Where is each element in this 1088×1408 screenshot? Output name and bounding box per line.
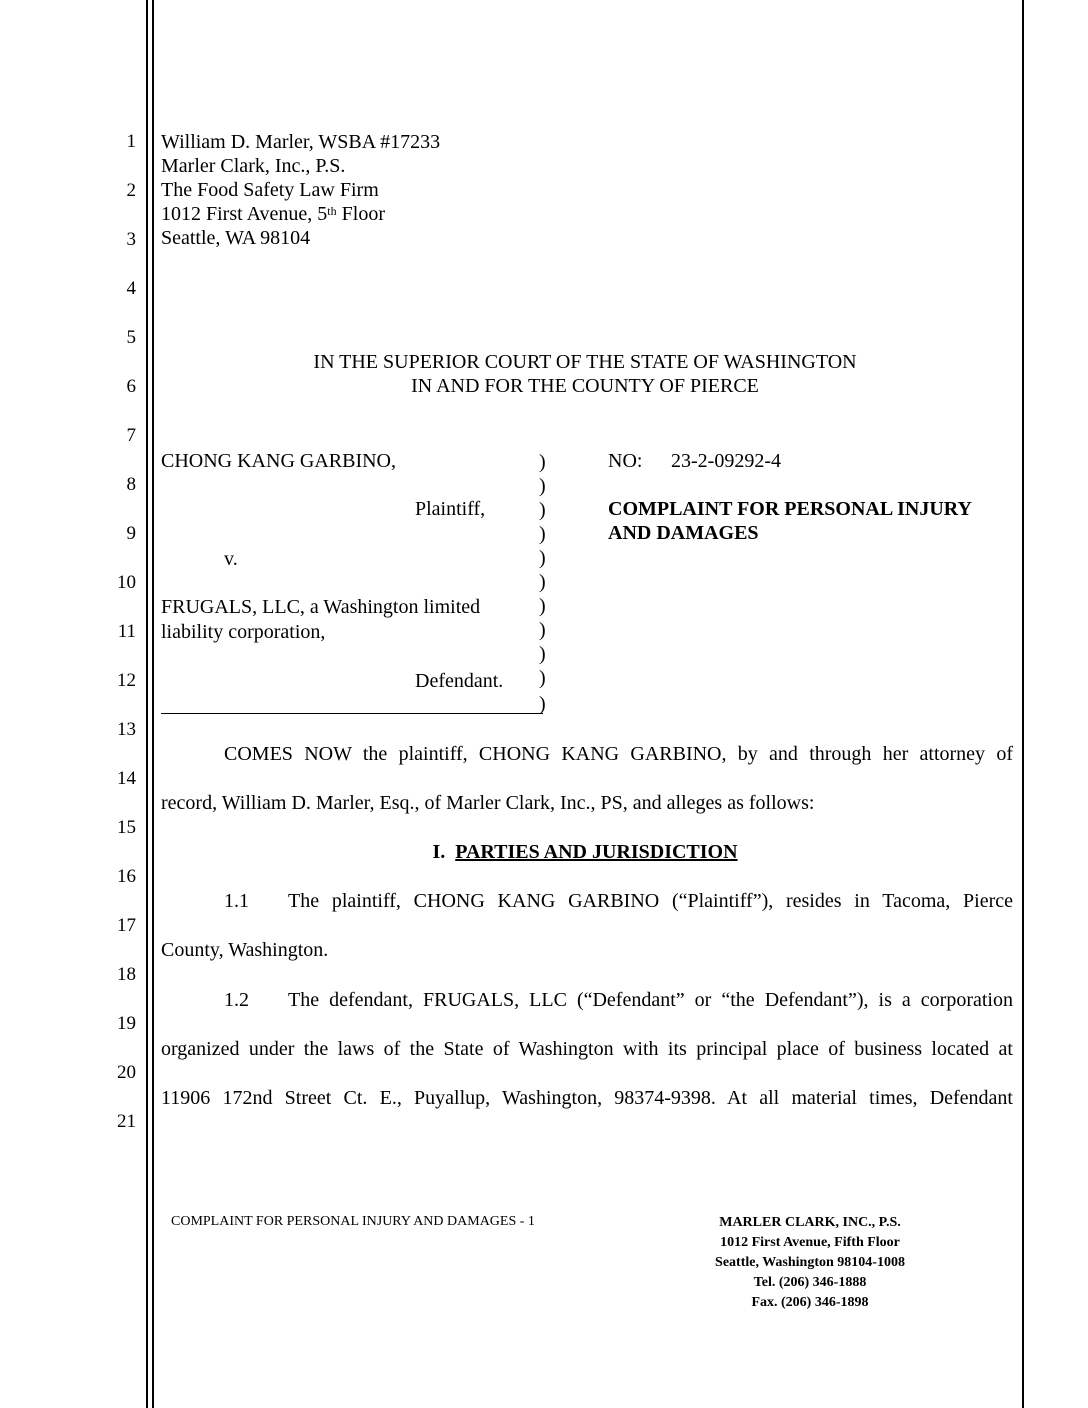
caption-paren: ) xyxy=(539,595,546,617)
line-number: 21 xyxy=(117,1111,136,1132)
caption-paren: ) xyxy=(539,693,546,715)
caption-paren: ) xyxy=(539,475,546,497)
versus: v. xyxy=(224,548,238,570)
defendant-name-line-2: liability corporation, xyxy=(161,621,326,643)
left-margin-rule-1 xyxy=(146,0,148,1408)
address-ordinal-suffix: th xyxy=(327,204,337,218)
paragraph-number: 1.2 xyxy=(224,989,249,1011)
caption-paren: ) xyxy=(539,499,546,521)
line-number: 3 xyxy=(126,229,136,250)
caption-paren: ) xyxy=(539,451,546,473)
line-number: 1 xyxy=(126,131,136,152)
line-number: 10 xyxy=(117,572,136,593)
caption-paren: ) xyxy=(539,571,546,593)
pleading-title-line-1: COMPLAINT FOR PERSONAL INJURY xyxy=(608,498,972,520)
attorney-address xyxy=(161,202,385,226)
case-number-label: NO: xyxy=(608,450,643,472)
intro-paragraph-line-2: record, William D. Marler, Esq., of Marler Clark, Inc., PS, and alleges as follows: xyxy=(161,792,815,814)
footer-firm-city: Seattle, Washington 98104-1008 xyxy=(715,1255,905,1270)
caption-paren: ) xyxy=(539,667,546,689)
right-margin-rule xyxy=(1022,0,1024,1408)
court-line-1: IN THE SUPERIOR COURT OF THE STATE OF WASHINGTON xyxy=(313,351,857,373)
line-number: 5 xyxy=(126,327,136,348)
line-number: 19 xyxy=(117,1013,136,1034)
caption-paren: ) xyxy=(539,523,546,545)
footer-firm-name: MARLER CLARK, INC., P.S. xyxy=(719,1215,901,1230)
line-number: 8 xyxy=(126,474,136,495)
caption-paren: ) xyxy=(539,643,546,665)
line-number: 14 xyxy=(117,768,136,789)
caption-underline xyxy=(161,713,543,714)
plaintiff-role: Plaintiff, xyxy=(415,498,486,520)
footer-document-title: COMPLAINT FOR PERSONAL INJURY AND DAMAGES - 1 xyxy=(171,1214,535,1229)
paragraph-1-1-line-2: County, Washington. xyxy=(161,939,329,961)
line-number: 13 xyxy=(117,719,136,740)
attorney-firm: Marler Clark, Inc., P.S. xyxy=(161,155,346,177)
section-heading xyxy=(160,840,1010,864)
line-number: 15 xyxy=(117,817,136,838)
paragraph-1-2-line-1: The defendant, FRUGALS, LLC (“Defendant” or “the Defendant”), is a corporation xyxy=(288,989,1013,1011)
paragraph-1-2-line-2: organized under the laws of the State of Washington with its principal place of business located at xyxy=(161,1038,1013,1060)
pleading-title-line-2: AND DAMAGES xyxy=(608,522,759,544)
attorney-tagline: The Food Safety Law Firm xyxy=(161,179,379,201)
left-margin-rule-2 xyxy=(152,0,154,1408)
line-number: 9 xyxy=(126,523,136,544)
line-number: 16 xyxy=(117,866,136,887)
line-number: 4 xyxy=(126,278,136,299)
defendant-name-line-1: FRUGALS, LLC, a Washington limited xyxy=(161,596,481,618)
line-number: 20 xyxy=(117,1062,136,1083)
intro-paragraph-line-1: COMES NOW the plaintiff, CHONG KANG GARBINO, by and through her attorney of xyxy=(224,743,1013,765)
line-number: 12 xyxy=(117,670,136,691)
attorney-city: Seattle, WA 98104 xyxy=(161,227,311,249)
caption-paren: ) xyxy=(539,619,546,641)
defendant-role: Defendant. xyxy=(415,670,504,692)
paragraph-number: 1.1 xyxy=(224,890,249,912)
line-number: 18 xyxy=(117,964,136,985)
caption-paren: ) xyxy=(539,547,546,569)
attorney-name: William D. Marler, WSBA #17233 xyxy=(161,131,441,153)
paragraph-1-1-line-1: The plaintiff, CHONG KANG GARBINO (“Plaintiff”), resides in Tacoma, Pierce xyxy=(288,890,1013,912)
address-floor: Floor xyxy=(336,203,385,225)
address-street: 1012 First Avenue, 5 xyxy=(161,203,328,225)
paragraph-1-2-line-3: 11906 172nd Street Ct. E., Puyallup, Washington, 98374-9398. At all material times, Defendant xyxy=(161,1087,1013,1109)
footer-firm-address: 1012 First Avenue, Fifth Floor xyxy=(720,1235,900,1250)
footer-firm-fax: Fax. (206) 346-1898 xyxy=(751,1295,869,1310)
line-number: 7 xyxy=(126,425,136,446)
line-number: 6 xyxy=(126,376,136,397)
line-number: 11 xyxy=(117,621,136,642)
line-number: 2 xyxy=(126,180,136,201)
plaintiff-name: CHONG KANG GARBINO, xyxy=(161,450,396,472)
line-number: 17 xyxy=(117,915,136,936)
section-number: I. xyxy=(432,841,446,863)
court-line-2: IN AND FOR THE COUNTY OF PIERCE xyxy=(411,375,759,397)
footer-firm-phone: Tel. (206) 346-1888 xyxy=(753,1275,867,1290)
section-title: PARTIES AND JURISDICTION xyxy=(455,841,738,863)
case-number: 23-2-09292-4 xyxy=(671,450,781,472)
